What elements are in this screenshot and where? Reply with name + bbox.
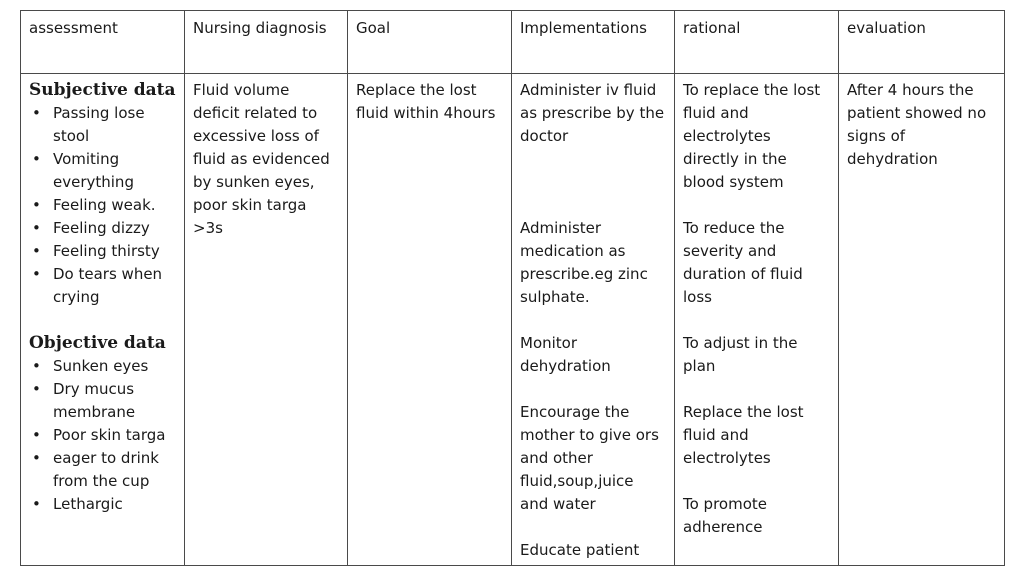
list-item: • Feeling thirsty <box>29 240 176 263</box>
rational-item: To replace the lost fluid and electrolytes directly in the blood system <box>683 81 821 191</box>
list-item: • Feeling weak. <box>29 194 176 217</box>
evaluation-text: After 4 hours the patient showed no signs of dehydration <box>847 81 987 168</box>
implementation-item: Monitor dehydration <box>520 334 611 375</box>
header-assessment: assessment <box>21 11 185 74</box>
header-goal: Goal <box>348 11 512 74</box>
header-rational: rational <box>675 11 839 74</box>
goal-text: Replace the lost fluid within 4hours <box>356 81 496 122</box>
implementation-item: Educate patient <box>520 541 640 559</box>
rational-item: To reduce the severity and duration of fluid loss <box>683 219 803 306</box>
header-row <box>21 11 1005 74</box>
list-item: • Feeling dizzy <box>29 217 176 240</box>
list-item: • Lethargic <box>29 493 176 516</box>
rational-cell <box>675 74 839 566</box>
implementation-item: Administer medication as prescribe.eg zinc sulphate. <box>520 219 648 306</box>
goal-cell <box>348 74 512 566</box>
list-item: • Vomiting everything <box>29 148 176 194</box>
subjective-data-title: Subjective data <box>29 80 176 100</box>
list-item: • Dry mucus membrane <box>29 378 176 424</box>
list-item: • Do tears when crying <box>29 263 176 309</box>
header-implementations: Implementations <box>512 11 675 74</box>
header-nursing-diagnosis: Nursing diagnosis <box>185 11 348 74</box>
nursing-diagnosis-text: Fluid volume deficit related to excessive loss of fluid as evidenced by sunken eyes, poor skin targa >3s <box>193 81 330 237</box>
rational-item: Replace the lost fluid and electrolytes <box>683 403 804 467</box>
rational-item: To adjust in the plan <box>683 334 798 375</box>
objective-data-title: Objective data <box>29 333 166 353</box>
evaluation-cell <box>839 74 1005 566</box>
list-item: • Poor skin targa <box>29 424 176 447</box>
assessment-cell <box>21 74 185 566</box>
list-item: • eager to drink from the cup <box>29 447 176 493</box>
rational-item: To promote adherence <box>683 495 767 536</box>
implementations-cell <box>512 74 675 566</box>
implementation-item: Encourage the mother to give ors and other fluid,soup,juice and water <box>520 403 659 513</box>
content-row <box>21 74 1005 566</box>
objective-data-list <box>29 355 176 516</box>
list-item: • Passing lose stool <box>29 102 176 148</box>
list-item: • Sunken eyes <box>29 355 176 378</box>
nursing-care-plan-table <box>20 10 1005 566</box>
subjective-data-list <box>29 102 176 309</box>
implementation-item: Administer iv fluid as prescribe by the doctor <box>520 81 665 145</box>
nursing-diagnosis-cell <box>185 74 348 566</box>
spacer <box>29 309 176 332</box>
header-evaluation: evaluation <box>839 11 1005 74</box>
